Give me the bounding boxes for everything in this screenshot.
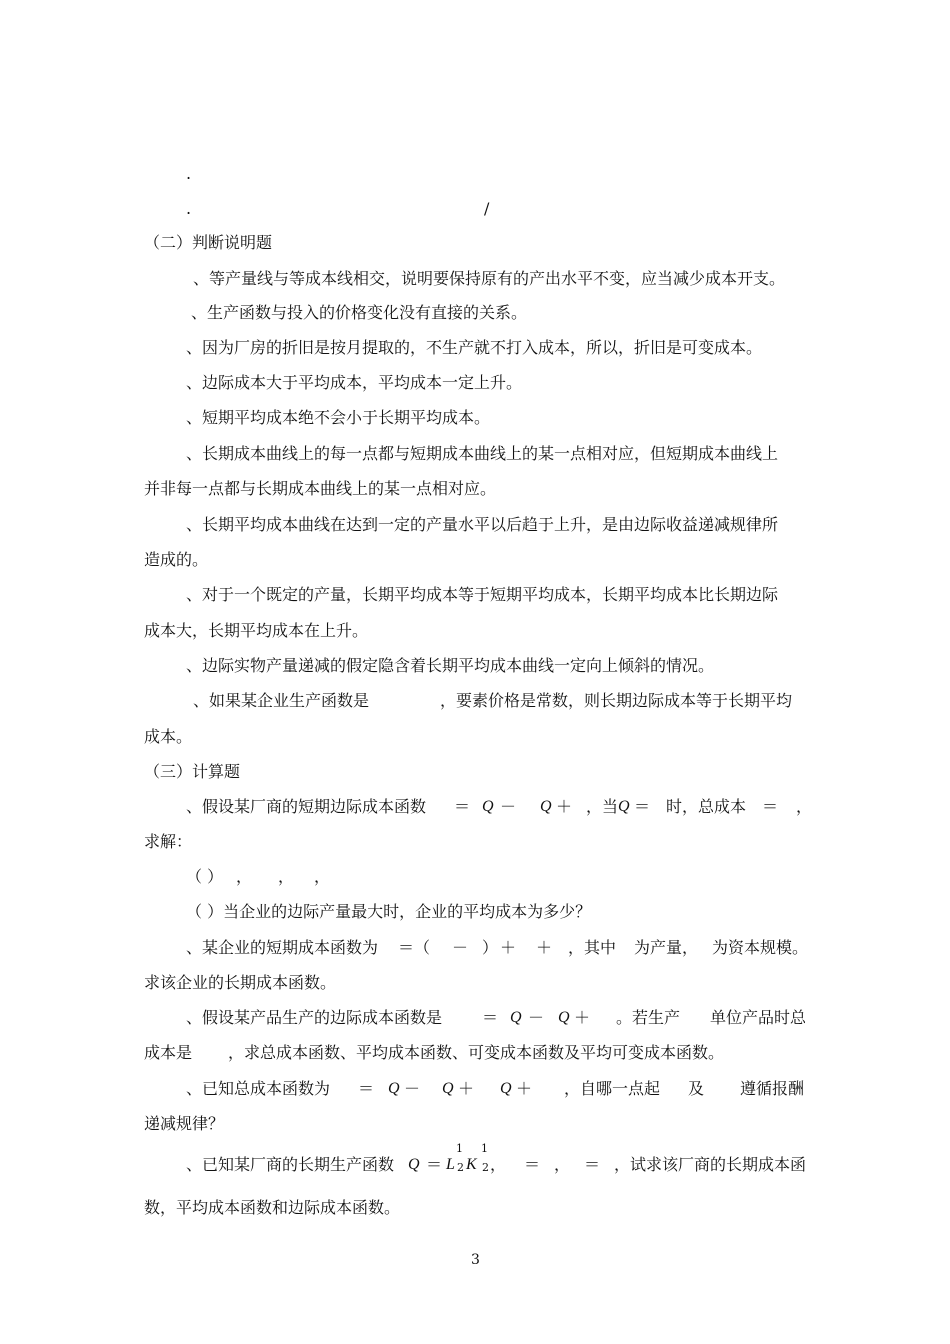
calc-text: ， bbox=[490, 1155, 507, 1174]
math-symbol: ） bbox=[482, 938, 499, 957]
math-var: K bbox=[466, 1156, 477, 1173]
math-var: Q bbox=[558, 1009, 570, 1026]
math-var: Q bbox=[500, 1080, 512, 1097]
math-var: L bbox=[446, 1156, 455, 1173]
calc-question: 、某企业的短期成本函数为 bbox=[186, 938, 379, 957]
judgement-item-tail: ，要素价格是常数，则长期边际成本等于长期平均 bbox=[440, 691, 793, 710]
calc-text: 单位产品时总 bbox=[710, 1008, 807, 1027]
sub-question: （ ）当企业的边际产量最大时，企业的平均成本为多少？ bbox=[186, 902, 592, 921]
math-symbol: ＋ bbox=[458, 1079, 475, 1098]
calc-text: 为资本规模。 bbox=[712, 938, 809, 957]
judgement-item: 、如果某企业生产函数是 bbox=[193, 691, 370, 710]
judgement-item: 、长期平均成本曲线在达到一定的产量水平以后趋于上升，是由边际收益递减规律所 bbox=[186, 515, 779, 534]
exponent-denominator: 2 bbox=[482, 1161, 489, 1174]
math-var: Q bbox=[442, 1080, 454, 1097]
math-var: Q bbox=[388, 1080, 400, 1097]
calc-question: 、已知某厂商的长期生产函数 bbox=[186, 1155, 395, 1174]
math-symbol: ＝ bbox=[426, 1155, 443, 1174]
judgement-item-cont: 并非每一点都与长期成本曲线上的某一点相对应。 bbox=[144, 479, 497, 498]
dot-mark: . bbox=[186, 164, 192, 183]
page-number: 3 bbox=[471, 1252, 480, 1268]
calc-text: ， bbox=[796, 797, 813, 816]
exponent-numerator: 1 bbox=[481, 1142, 488, 1155]
exponent-numerator: 1 bbox=[456, 1142, 463, 1155]
judgement-item: 、短期平均成本绝不会小于长期平均成本。 bbox=[186, 408, 491, 427]
sub-question-sep: ， bbox=[278, 867, 295, 886]
math-symbol: ＝ bbox=[358, 1079, 375, 1098]
calc-question: 、假设某产品生产的边际成本函数是 bbox=[186, 1008, 443, 1027]
calc-text: 及 bbox=[688, 1079, 705, 1098]
judgement-item: 、边际成本大于平均成本，平均成本一定上升。 bbox=[186, 373, 523, 392]
calc-question-cont: 数，平均成本函数和边际成本函数。 bbox=[144, 1198, 401, 1217]
math-symbol: ＋ bbox=[536, 938, 553, 957]
calc-question-cont: 求解： bbox=[144, 832, 193, 851]
math-symbol: － bbox=[404, 1079, 421, 1098]
math-var: Q bbox=[540, 798, 552, 815]
math-symbol: ＋ bbox=[556, 797, 573, 816]
calc-text: ， bbox=[554, 1155, 571, 1174]
calc-text: 遵循报酬 bbox=[740, 1079, 805, 1098]
judgement-item: 、长期成本曲线上的每一点都与短期成本曲线上的某一点相对应，但短期成本曲线上 bbox=[186, 444, 779, 463]
calc-question-cont: 求该企业的长期成本函数。 bbox=[144, 973, 337, 992]
math-symbol: ＋ bbox=[574, 1008, 591, 1027]
sub-question-sep: ， bbox=[236, 867, 253, 886]
judgement-item-cont: 成本大，长期平均成本在上升。 bbox=[144, 621, 369, 640]
math-symbol: ＝ bbox=[584, 1155, 601, 1174]
math-symbol: － bbox=[452, 938, 469, 957]
section-heading: （三）计算题 bbox=[144, 762, 241, 781]
math-symbol: ＝ bbox=[482, 1008, 499, 1027]
judgement-item: 、等产量线与等成本线相交，说明要保持原有的产出水平不变，应当减少成本开支。 bbox=[193, 269, 786, 288]
calc-text: ，试求该厂商的长期成本函 bbox=[614, 1155, 807, 1174]
exponent-denominator: 2 bbox=[457, 1161, 464, 1174]
calc-text: ，其中 bbox=[568, 938, 617, 957]
math-symbol: ＝ bbox=[762, 797, 779, 816]
calc-question: 、已知总成本函数为 bbox=[186, 1079, 331, 1098]
section-heading: （二）判断说明题 bbox=[144, 233, 273, 252]
math-var: Q bbox=[618, 798, 630, 815]
calc-question-cont: 成本是 bbox=[144, 1043, 193, 1062]
math-var: Q bbox=[408, 1156, 420, 1173]
judgement-item: 、对于一个既定的产量，长期平均成本等于短期平均成本，长期平均成本比长期边际 bbox=[186, 585, 779, 604]
math-var: Q bbox=[510, 1009, 522, 1026]
sub-question: （ ） bbox=[186, 867, 224, 886]
calc-text: 为产量， bbox=[634, 938, 699, 957]
math-symbol: － bbox=[500, 797, 517, 816]
math-symbol: － bbox=[528, 1008, 545, 1027]
judgement-item: 、生产函数与投入的价格变化没有直接的关系。 bbox=[191, 303, 528, 322]
judgement-item-cont: 造成的。 bbox=[144, 550, 209, 569]
judgement-item: 、边际实物产量递减的假定隐含着长期平均成本曲线一定向上倾斜的情况。 bbox=[186, 656, 715, 675]
dot-mark: . bbox=[186, 199, 192, 218]
math-symbol: ＝ bbox=[634, 797, 651, 816]
math-symbol: ＋ bbox=[500, 938, 517, 957]
math-symbol: ＝（ bbox=[398, 938, 431, 957]
judgement-item: 、因为厂房的折旧是按月提取的，不生产就不打入成本，所以，折旧是可变成本。 bbox=[186, 338, 763, 357]
calc-question: 、假设某厂商的短期边际成本函数 bbox=[186, 797, 427, 816]
calc-question-cont: ，求总成本函数、平均成本函数、可变成本函数及平均可变成本函数。 bbox=[228, 1043, 725, 1062]
calc-text: 时，总成本 bbox=[666, 797, 747, 816]
math-var: Q bbox=[482, 798, 494, 815]
calc-question-cont: 递减规律？ bbox=[144, 1114, 225, 1133]
math-symbol: ＝ bbox=[524, 1155, 541, 1174]
calc-text: ，当 bbox=[586, 797, 619, 816]
judgement-item-cont: 成本。 bbox=[144, 727, 193, 746]
sub-question-sep: ， bbox=[314, 867, 331, 886]
slash-mark: / bbox=[484, 199, 490, 218]
math-symbol: ＋ bbox=[516, 1079, 533, 1098]
math-symbol: ＝ bbox=[454, 797, 471, 816]
calc-text: ，自哪一点起 bbox=[564, 1079, 661, 1098]
calc-text: 。若生产 bbox=[616, 1008, 681, 1027]
